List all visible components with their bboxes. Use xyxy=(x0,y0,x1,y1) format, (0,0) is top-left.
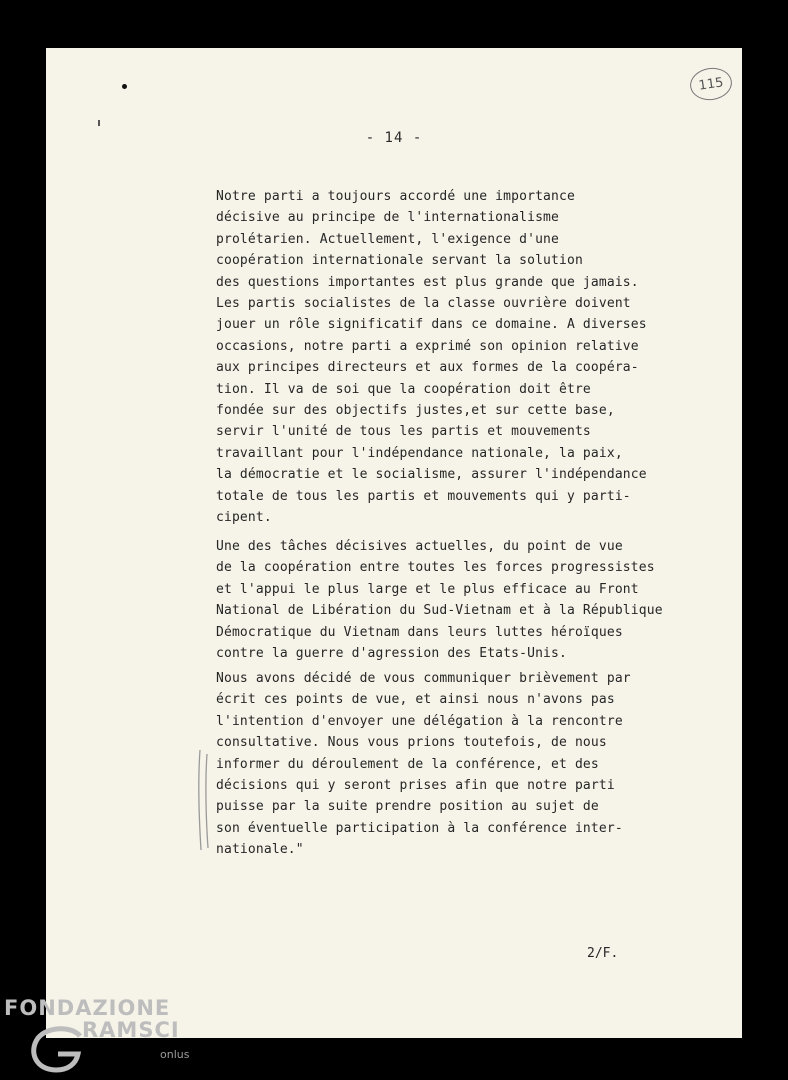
document-page xyxy=(46,48,742,1038)
paragraph-1: Notre parti a toujours accordé une importance décisive au principe de l'internationalisme prolétarien. Actuellement, l'exigence d'une coopération internationale servant la solution des questions importantes est plus grande que jamais. Les partis socialistes de la classe ouvrière doivent jouer un rôle significatif dans ce domaine. A diverses occasions, notre parti a exprimé son opinion relative aux principes directeurs et aux formes de la coopéra- tion. Il va de soi que la coopération doit être fondée sur des objectifs justes,et sur cette base, servir l'unité de tous les partis et mouvements travaillant pour l'indépendance nationale, la paix, la démocratie et le socialisme, assurer l'indépendance totale de tous les partis et mouvements qui y parti- cipent. xyxy=(216,189,647,526)
margin-tick xyxy=(98,120,100,126)
archive-number: 115 xyxy=(697,74,725,94)
fondazione-gramsci-watermark xyxy=(0,990,210,1080)
archive-number-mark xyxy=(688,65,734,103)
watermark-line-2: RAMSCI xyxy=(82,1018,180,1042)
gramsci-g-logo-icon xyxy=(28,1024,86,1074)
pencil-margin-marks xyxy=(196,748,216,852)
continuation-reference: 2/F. xyxy=(587,946,619,961)
paragraph-3: Nous avons décidé de vous communiquer brièvement par écrit ces points de vue, et ainsi nous n'avons pas l'intention d'envoyer une délégation à la rencontre consultative. Nous vous prions toutefois, de nous informer du déroulement de la conférence, et des décisions qui y seront prises afin que notre parti puisse par la suite prendre position au sujet de son éventuelle participation à la conférence inter- nationale." xyxy=(216,671,631,858)
page-number: - 14 - xyxy=(365,130,423,146)
watermark-suffix: onlus xyxy=(160,1048,190,1061)
punch-dot xyxy=(122,84,127,89)
paragraph-2: Une des tâches décisives actuelles, du point de vue de la coopération entre toutes les forces progressistes et l'appui le plus large et le plus efficace au Front National de Libération du Sud-Vietnam et à la République Démocratique du Vietnam dans leurs luttes héroïques contre la guerre d'agression des Etats-Unis. xyxy=(216,539,663,662)
watermark-line-1: FONDAZIONE xyxy=(4,996,171,1020)
